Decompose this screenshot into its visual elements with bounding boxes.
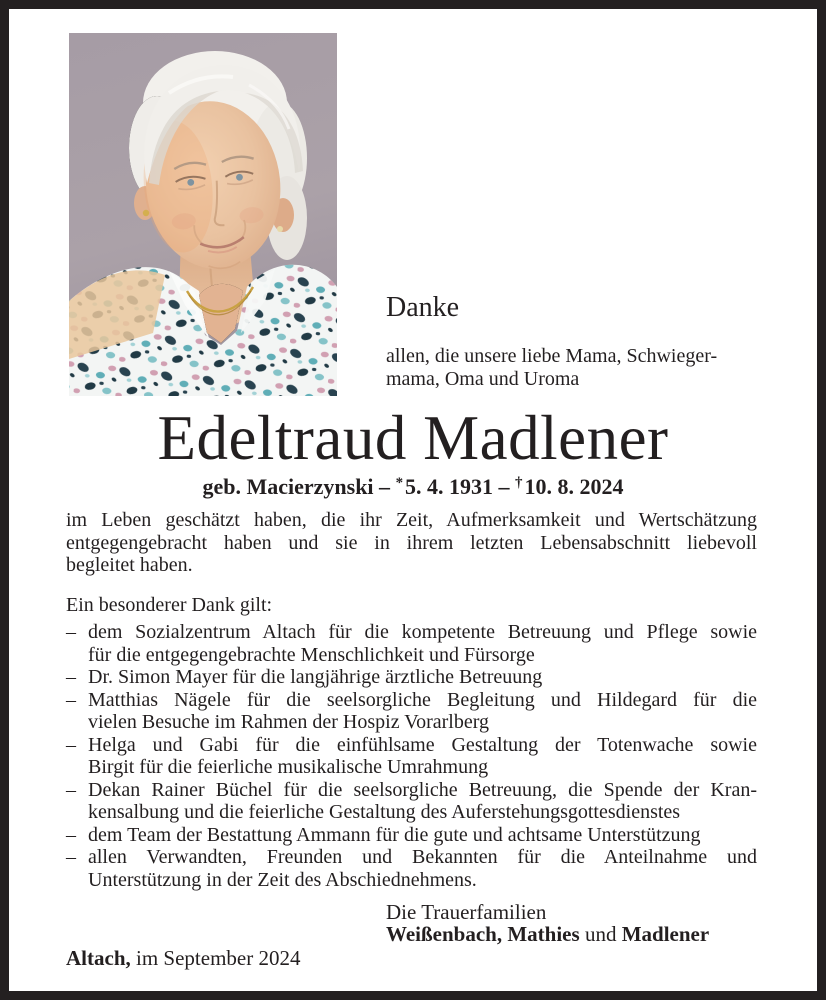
- text-line: mama, Oma und Uroma: [386, 367, 580, 390]
- thanks-item-text: [88, 689, 757, 734]
- thanks-item: [66, 666, 757, 689]
- place-date-line: [66, 947, 300, 970]
- text-line: entgegengebracht haben und sie in ihrem letzten Lebensabschnitt liebevoll: [66, 531, 757, 554]
- text-line: vielen Besuche im Rahmen der Hospiz Vorarlberg: [88, 711, 490, 733]
- portrait-photo: [69, 33, 337, 396]
- born-star-symbol: *: [395, 475, 404, 491]
- bullet-dash: –: [66, 688, 76, 711]
- text-line: kensalbung und die feierliche Gestaltung des Auferstehungsgottesdienstes: [88, 801, 681, 823]
- text-line: Matthias Nägele für die seelsorgliche Begleitung und Hildegard für die: [88, 688, 757, 711]
- thanks-item-text: [88, 734, 757, 779]
- text-line: für die entgegengebrachte Menschlichkeit und Fürsorge: [88, 643, 535, 666]
- thanks-item: [66, 734, 757, 779]
- thanks-item: [66, 621, 757, 666]
- text-line: im Leben geschätzt haben, die ihr Zeit, Aufmerksamkeit und Wertschätzung: [66, 509, 757, 531]
- text-line: begleitet haben.: [66, 554, 193, 576]
- family-joiner: und: [584, 921, 617, 946]
- bullet-dash: –: [66, 823, 76, 846]
- thanks-item-text: [88, 621, 757, 666]
- text-line: Unterstützung in der Zeit des Abschiednehmens.: [88, 868, 477, 891]
- text-line: dem Sozialzentrum Altach für die kompetente Betreuung und Pflege sowie: [88, 621, 757, 643]
- bullet-dash: –: [66, 621, 76, 643]
- family-name-madlener: Madlener: [621, 921, 710, 946]
- text-line: Helga und Gabi für die einfühlsame Gestaltung der Totenwache sowie: [88, 733, 757, 756]
- thanks-item-text: [88, 846, 757, 891]
- intro-paragraph: [386, 345, 766, 390]
- bullet-dash: –: [66, 846, 76, 868]
- text-line: Birgit für die feierliche musikalische Umrahmung: [88, 756, 489, 778]
- thanks-item: [66, 846, 757, 891]
- body-text: [66, 509, 757, 891]
- bullet-dash: –: [66, 666, 76, 688]
- text-line: allen, die unsere liebe Mama, Schwieger-: [386, 345, 718, 367]
- date-text: im September 2024: [130, 946, 301, 970]
- text-line: dem Team der Bestattung Ammann für die gute und achtsame Unterstützung: [88, 823, 701, 846]
- text-line: Dr. Simon Mayer für die langjährige ärztliche Betreuung: [88, 666, 543, 688]
- main-paragraph: [66, 509, 757, 577]
- earring-right: [277, 226, 283, 232]
- place-name: Altach,: [66, 946, 131, 970]
- family-names-line: [386, 921, 710, 946]
- bullet-dash: –: [66, 733, 76, 756]
- bullet-dash: –: [66, 778, 76, 801]
- thanks-item: [66, 779, 757, 824]
- thanks-list: [66, 621, 757, 891]
- text-line: allen Verwandten, Freunden und Bekannten für die Anteilnahme und: [88, 846, 757, 868]
- text-line: Dekan Rainer Büchel für die seelsorgliche Betreuung, die Spende der Kran-: [88, 778, 757, 801]
- earring-left: [143, 210, 149, 216]
- death-cross-symbol: †: [515, 475, 523, 491]
- signature-block: [386, 902, 709, 945]
- death-date: 10. 8. 2024: [524, 474, 624, 499]
- portrait-photo-image: [69, 33, 337, 396]
- thanks-heading: Ein besonderer Dank gilt:: [66, 593, 273, 616]
- birth-name: geb. Macierzynski –: [202, 474, 396, 499]
- thanks-item-text: [88, 779, 757, 824]
- deceased-name: Edeltraud Madlener: [157, 403, 669, 473]
- thanks-item-text: [88, 824, 757, 847]
- mourning-families-label: Die Trauerfamilien: [386, 900, 547, 924]
- birth-death-line: [9, 471, 817, 499]
- danke-heading: Danke: [386, 292, 460, 323]
- family-name-weissenbach-mathies: Weißenbach, Mathies: [386, 921, 580, 946]
- birth-date: 5. 4. 1931 –: [405, 474, 516, 499]
- thanks-item-text: [88, 666, 757, 689]
- thanks-item: [66, 824, 757, 847]
- thanks-item: [66, 689, 757, 734]
